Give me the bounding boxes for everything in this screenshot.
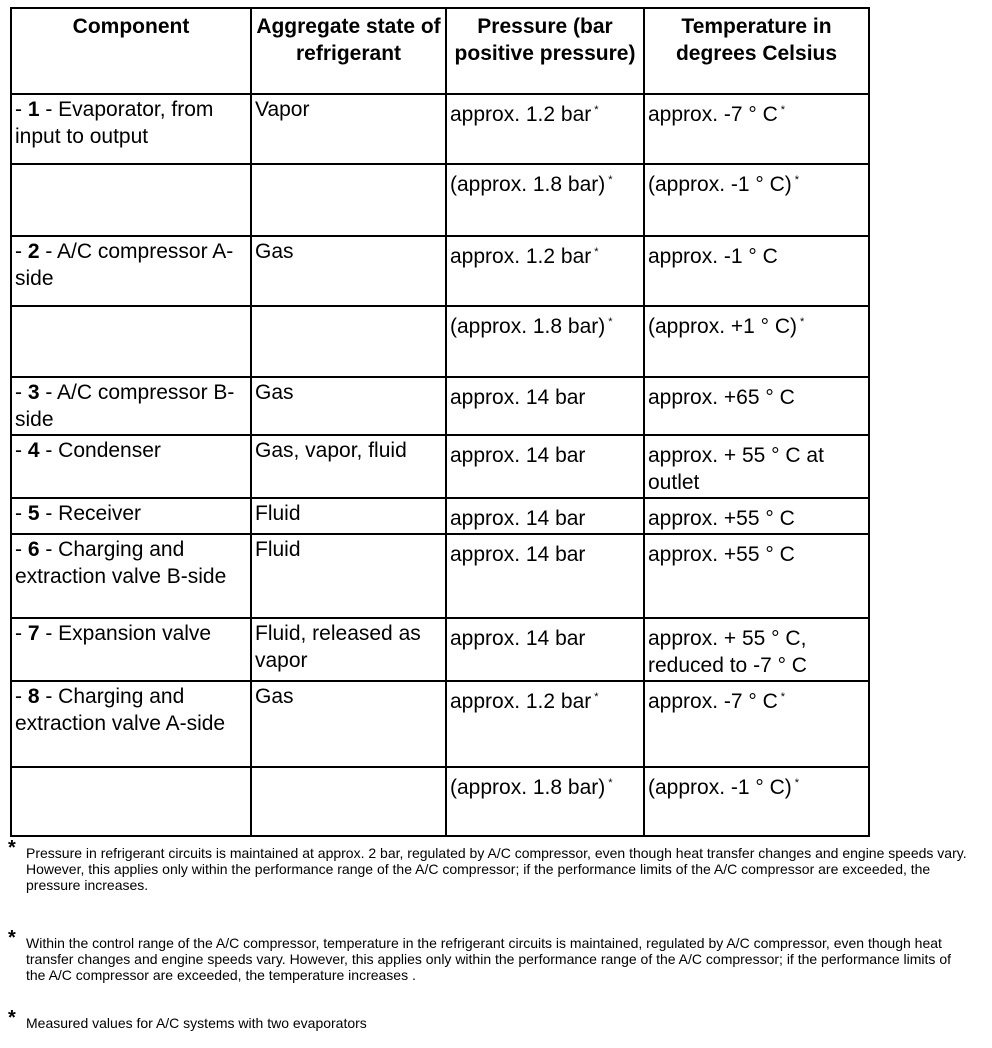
table-row: [11, 164, 869, 236]
component-name: - A/C compressor B-side: [15, 381, 235, 431]
component-dash: -: [15, 439, 28, 462]
temperature-value: approx. -7 ° C: [648, 103, 778, 126]
component-number: 2: [27, 240, 40, 263]
component-number: 4: [27, 439, 40, 462]
state-cell: Fluid, released as vapor: [251, 618, 446, 681]
state-cell: Gas: [251, 681, 446, 767]
pressure-cell: [446, 534, 644, 618]
temperature-cell: [644, 618, 869, 681]
temperature-footnote-mark: *: [794, 777, 800, 789]
table-row: [11, 681, 869, 767]
pressure-footnote-mark: *: [594, 104, 599, 116]
state-cell: Gas: [251, 236, 446, 306]
pressure-cell: [446, 498, 644, 534]
component-number: 1: [27, 98, 40, 121]
table-row: [11, 767, 869, 836]
pressure-footnote-mark: *: [608, 777, 613, 789]
pressure-value: approx. 14 bar: [450, 627, 586, 650]
component-number: 8: [27, 685, 40, 708]
footnote-text: Within the control range of the A/C compressor, temperature in the refrigerant circuits is maintained, regulated by A/C compressor, even though heat transfer changes and engine speeds vary. However, this applies only within the performance range of the A/C compressor; if the performance limits of the A/C compressor are exceeded, the temperature increases .: [26, 935, 951, 983]
component-number: 3: [27, 381, 40, 404]
pressure-cell: [446, 618, 644, 681]
temperature-cell: [644, 94, 869, 164]
temperature-footnote-mark: *: [780, 691, 786, 703]
header-pressure: Pressure (bar positive pressure): [446, 8, 644, 94]
pressure-value: approx. 1.2 bar: [450, 690, 592, 713]
header-temperature: Temperature in degrees Celsius: [644, 8, 869, 94]
component-name: - Evaporator, from input to output: [15, 98, 214, 148]
component-dash: -: [15, 381, 28, 404]
state-cell: Vapor: [251, 94, 446, 164]
temperature-value: approx. -7 ° C: [648, 690, 778, 713]
pressure-footnote-mark: *: [608, 174, 613, 186]
pressure-value: approx. 14 bar: [450, 386, 586, 409]
temperature-value: approx. + 55 ° C, reduced to -7 ° C: [648, 627, 807, 677]
table-row: [11, 618, 869, 681]
state-cell: [251, 767, 446, 836]
footnote: [8, 927, 968, 983]
state-cell: Fluid: [251, 534, 446, 618]
temperature-value: approx. + 55 ° C at outlet: [648, 444, 824, 494]
temperature-cell: [644, 236, 869, 306]
pressure-cell: [446, 377, 644, 435]
asterisk-icon: *: [8, 837, 16, 859]
table-row: [11, 534, 869, 618]
temperature-footnote-mark: *: [800, 316, 805, 328]
table-row: [11, 94, 869, 164]
pressure-footnote-mark: *: [594, 691, 599, 703]
temperature-cell: [644, 435, 869, 498]
footnote: [8, 1007, 968, 1031]
temperature-footnote-mark: *: [780, 104, 786, 116]
temperature-cell: [644, 498, 869, 534]
component-name: - Condenser: [39, 439, 161, 462]
component-cell: [11, 236, 251, 306]
component-name: - Charging and extraction valve B-side: [15, 538, 227, 588]
component-dash: -: [15, 622, 28, 645]
temperature-cell: [644, 306, 869, 377]
pressure-cell: [446, 681, 644, 767]
component-cell: [11, 164, 251, 236]
pressure-value: approx. 1.2 bar: [450, 245, 592, 268]
temperature-value: approx. +55 ° C: [648, 543, 795, 566]
component-name: - A/C compressor A-side: [15, 240, 234, 290]
component-name: - Expansion valve: [39, 622, 212, 645]
component-cell: [11, 681, 251, 767]
component-cell: [11, 94, 251, 164]
pressure-cell: [446, 164, 644, 236]
component-cell: [11, 534, 251, 618]
component-number: 7: [27, 622, 40, 645]
temperature-value: approx. +55 ° C: [648, 507, 795, 530]
pressure-cell: [446, 94, 644, 164]
temperature-value: approx. -1 ° C: [648, 245, 778, 268]
table-row: [11, 377, 869, 435]
pressure-value: approx. 14 bar: [450, 543, 586, 566]
footnote: [8, 837, 968, 893]
table-row: [11, 236, 869, 306]
component-name: - Receiver: [39, 502, 142, 525]
pressure-cell: [446, 236, 644, 306]
state-cell: Gas: [251, 377, 446, 435]
table-row: [11, 498, 869, 534]
pressure-value: (approx. 1.8 bar): [450, 315, 606, 338]
pressure-cell: [446, 435, 644, 498]
temperature-value: (approx. +1 ° C): [648, 315, 798, 338]
state-cell: [251, 306, 446, 377]
pressure-cell: [446, 767, 644, 836]
temperature-cell: [644, 164, 869, 236]
pressure-value: (approx. 1.8 bar): [450, 173, 606, 196]
header-row: [11, 8, 869, 94]
temperature-cell: [644, 767, 869, 836]
pressure-value: (approx. 1.8 bar): [450, 776, 606, 799]
pressure-value: approx. 14 bar: [450, 444, 586, 467]
state-cell: [251, 164, 446, 236]
temperature-value: (approx. -1 ° C): [648, 173, 792, 196]
pressure-value: approx. 1.2 bar: [450, 103, 592, 126]
pressure-cell: [446, 306, 644, 377]
component-dash: -: [15, 98, 28, 121]
component-dash: -: [15, 685, 28, 708]
asterisk-icon: *: [8, 1007, 16, 1029]
component-dash: -: [15, 538, 28, 561]
refrigerant-spec-table: [10, 7, 870, 837]
asterisk-icon: *: [8, 927, 16, 949]
state-cell: Fluid: [251, 498, 446, 534]
header-aggregate-state: Aggregate state of refrigerant: [251, 8, 446, 94]
component-cell: [11, 498, 251, 534]
component-cell: [11, 306, 251, 377]
table-row: [11, 435, 869, 498]
component-dash: -: [15, 502, 28, 525]
temperature-value: (approx. -1 ° C): [648, 776, 792, 799]
temperature-cell: [644, 377, 869, 435]
footnote-text: Pressure in refrigerant circuits is maintained at approx. 2 bar, regulated by A/C compressor, even though heat transfer changes and engine speeds vary. However, this applies only within the performance range of the A/C compressor; if the performance limits of the A/C compressor are exceeded, the pressure increases.: [26, 845, 967, 893]
temperature-footnote-mark: *: [794, 174, 800, 186]
component-cell: [11, 377, 251, 435]
temperature-cell: [644, 534, 869, 618]
component-name: - Charging and extraction valve A-side: [15, 685, 226, 735]
temperature-cell: [644, 681, 869, 767]
component-cell: [11, 435, 251, 498]
pressure-footnote-mark: *: [608, 316, 613, 328]
header-component: Component: [11, 8, 251, 94]
component-number: 5: [27, 502, 40, 525]
footnote-text: Measured values for A/C systems with two evaporators: [26, 1015, 367, 1031]
component-cell: [11, 618, 251, 681]
component-dash: -: [15, 240, 28, 263]
table-row: [11, 306, 869, 377]
pressure-footnote-mark: *: [594, 246, 599, 258]
pressure-value: approx. 14 bar: [450, 507, 586, 530]
temperature-value: approx. +65 ° C: [648, 386, 795, 409]
component-number: 6: [27, 538, 40, 561]
component-cell: [11, 767, 251, 836]
state-cell: Gas, vapor, fluid: [251, 435, 446, 498]
